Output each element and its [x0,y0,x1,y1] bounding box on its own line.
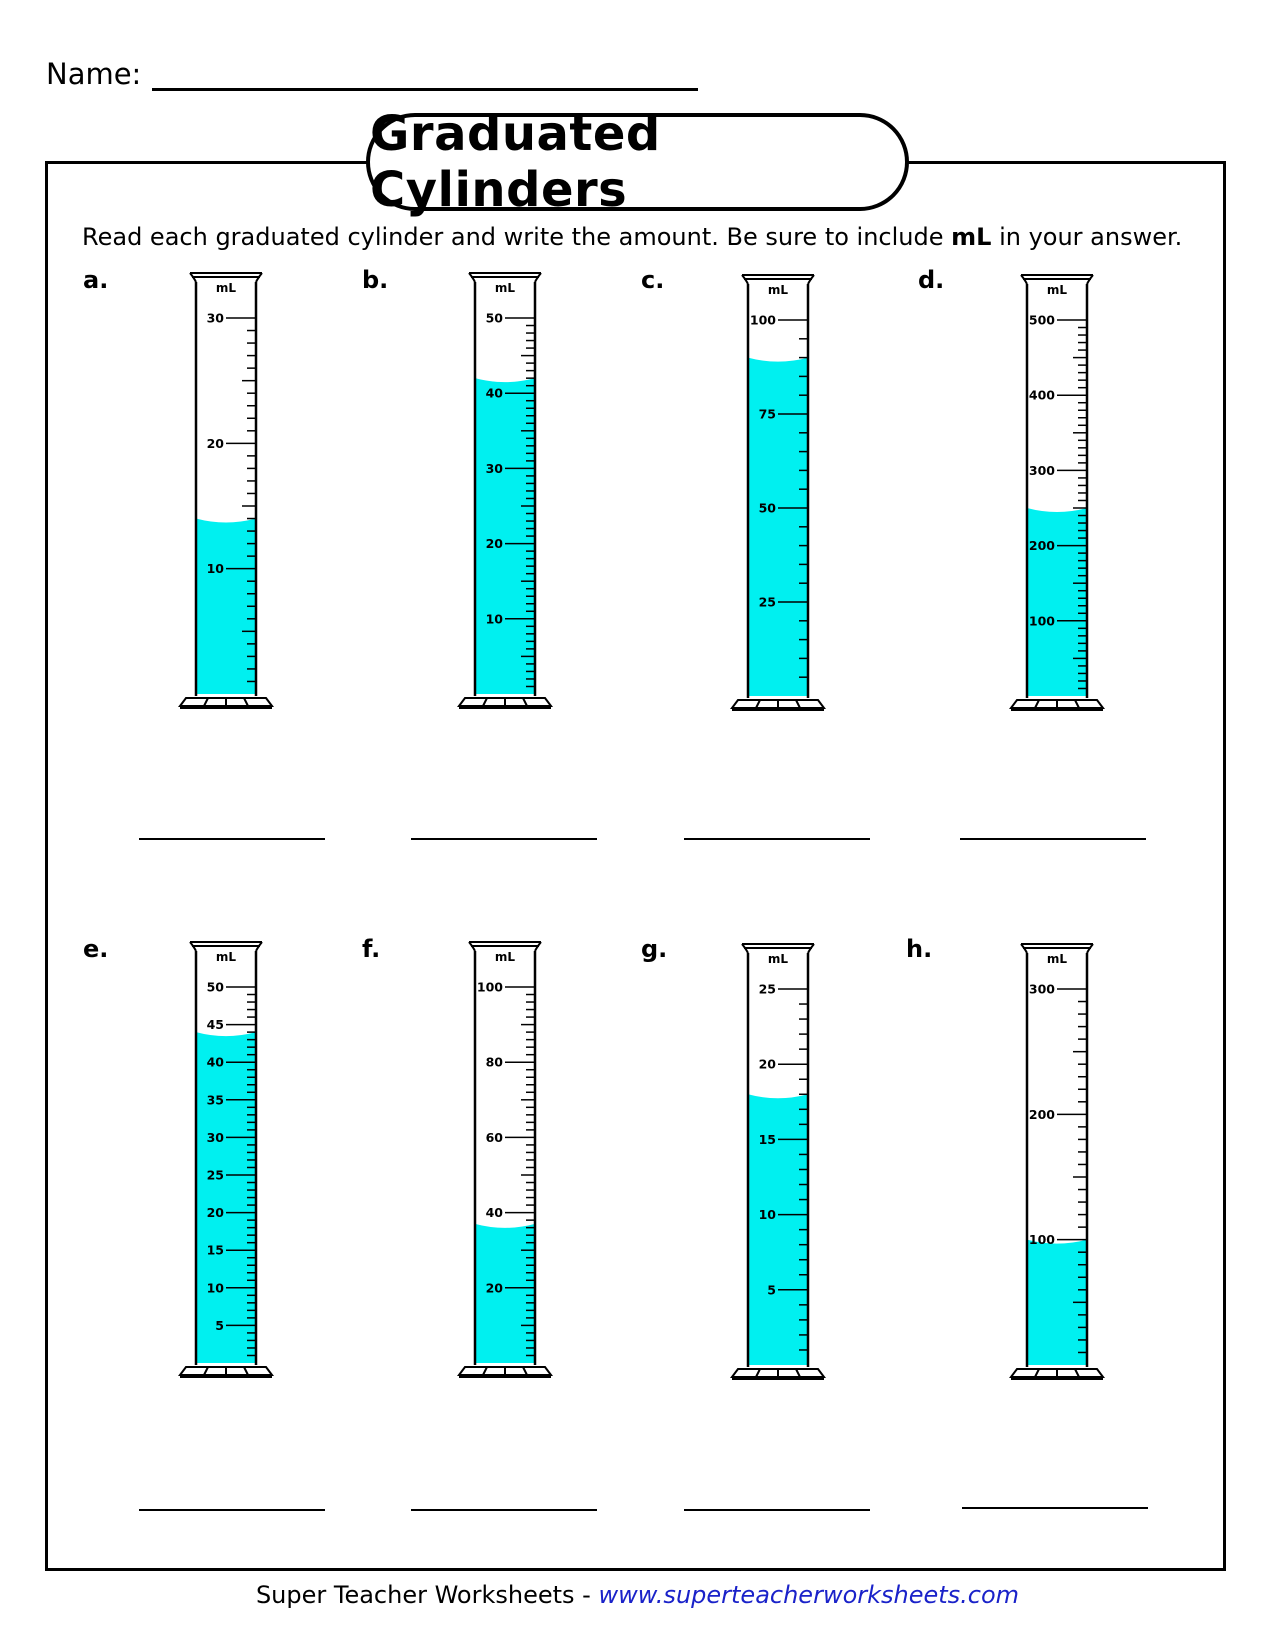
tick-label: 20 [758,1056,776,1072]
tick-label: 25 [758,981,776,997]
tick-label: 20 [485,536,503,552]
tick-label: 10 [485,611,503,627]
tick-label: 50 [206,979,224,995]
tick-label: 40 [485,385,503,401]
tick-label: 25 [206,1167,224,1183]
question-label-c: c. [641,266,665,294]
tick-label: 100 [749,312,776,328]
unit-label: mL [1046,952,1068,966]
graduated-cylinder-g [724,939,834,1395]
page-title: Graduated Cylinders [366,113,909,211]
graduated-cylinder-d [1003,270,1113,726]
tick-label: 200 [1028,538,1055,554]
answer-line-g[interactable] [684,1509,870,1511]
tick-label: 500 [1028,312,1055,328]
tick-label: 15 [758,1131,776,1147]
instructions [82,222,1182,252]
instructions-text-end: in your answer. [991,223,1183,251]
tick-label: 40 [485,1205,503,1221]
answer-line-d[interactable] [960,838,1146,840]
unit-label: mL [494,950,516,964]
question-label-g: g. [641,935,668,963]
tick-label: 100 [1028,1232,1055,1248]
tick-label: 20 [206,435,224,451]
tick-label: 5 [215,1317,224,1333]
tick-label: 100 [1028,613,1055,629]
tick-label: 20 [485,1280,503,1296]
footer-text: Super Teacher Worksheets - [255,1581,599,1609]
tick-label: 300 [1028,981,1055,997]
unit-label: mL [494,281,516,295]
tick-label: 10 [206,1280,224,1296]
tick-label: 50 [485,310,503,326]
graduated-cylinder-f [451,937,561,1393]
name-answer-line[interactable] [152,88,698,91]
tick-label: 400 [1028,387,1055,403]
unit-label: mL [767,283,789,297]
answer-line-h[interactable] [962,1507,1148,1509]
tick-label: 15 [206,1242,224,1258]
unit-label: mL [767,952,789,966]
tick-label: 80 [485,1054,503,1070]
tick-label: 10 [206,561,224,577]
question-label-b: b. [362,266,389,294]
question-label-f: f. [362,935,381,963]
answer-line-e[interactable] [139,1509,325,1511]
unit-label: mL [1046,283,1068,297]
answer-line-b[interactable] [411,838,597,840]
unit-label: mL [215,950,237,964]
tick-label: 100 [476,979,503,995]
graduated-cylinder-c [724,270,834,726]
liquid-fill [1027,508,1087,696]
graduated-cylinder-e [172,937,282,1393]
footer-link[interactable]: www.superteacherworksheets.com [598,1581,1020,1609]
tick-label: 300 [1028,462,1055,478]
liquid-fill [475,1224,535,1363]
tick-label: 40 [206,1054,224,1070]
tick-label: 5 [767,1282,776,1298]
tick-label: 30 [206,1129,224,1145]
name-label: Name: [46,57,142,91]
tick-label: 20 [206,1205,224,1221]
footer [0,1580,1275,1610]
tick-label: 200 [1028,1106,1055,1122]
tick-label: 45 [206,1017,224,1033]
instructions-unit: mL [951,223,992,251]
question-label-d: d. [918,266,945,294]
instructions-text: Read each graduated cylinder and write the amount. Be sure to include [82,223,952,251]
question-label-a: a. [83,266,109,294]
tick-label: 30 [485,460,503,476]
graduated-cylinder-b [451,268,561,724]
graduated-cylinder-a [172,268,282,724]
unit-label: mL [215,281,237,295]
tick-label: 10 [758,1207,776,1223]
answer-line-a[interactable] [139,838,325,840]
tick-label: 75 [758,406,776,422]
answer-line-c[interactable] [684,838,870,840]
tick-label: 50 [758,500,776,516]
question-label-e: e. [83,935,109,963]
question-label-h: h. [906,935,933,963]
answer-line-f[interactable] [411,1509,597,1511]
tick-label: 25 [758,594,776,610]
graduated-cylinder-h [1003,939,1113,1395]
tick-label: 30 [206,310,224,326]
tick-label: 60 [485,1129,503,1145]
tick-label: 35 [206,1092,224,1108]
